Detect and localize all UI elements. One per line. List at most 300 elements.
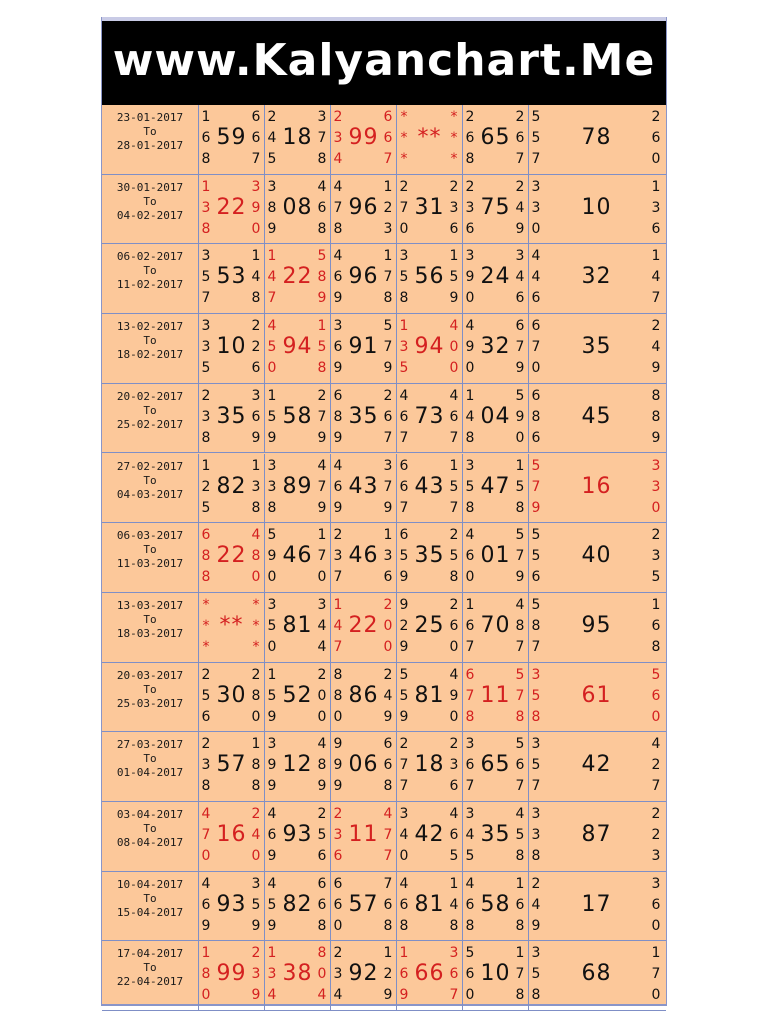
jodi-number: 57	[216, 752, 247, 778]
week-row	[102, 872, 666, 942]
day-result-cell	[199, 175, 265, 244]
open-pana: 5 9 0	[267, 527, 277, 586]
date-range-cell	[102, 593, 199, 662]
date-sep: To	[143, 334, 157, 348]
jodi-number: 81	[282, 612, 313, 638]
date-to: 28-01-2017	[116, 139, 184, 152]
jodi-number: 65	[480, 125, 511, 150]
day-result-cell	[463, 732, 529, 801]
jodi-number: 68	[581, 961, 612, 987]
day-result-cell	[265, 872, 331, 941]
date-range-cell	[102, 384, 199, 453]
day-result-cell	[199, 593, 265, 662]
date-to: 22-04-2017	[116, 975, 184, 989]
close-pana: 1 7 0	[651, 945, 661, 1004]
day-result-cell	[265, 663, 331, 732]
close-pana: 3 7 9	[383, 457, 393, 516]
open-pana: 4 6 0	[465, 527, 475, 586]
open-pana: 2 7 0	[399, 178, 409, 237]
close-pana: 4 7 9	[317, 457, 327, 516]
date-range-cell	[102, 802, 199, 871]
day-result-cell	[463, 105, 529, 174]
open-pana: 6 8 8	[201, 527, 211, 586]
jodi-number: 22	[216, 543, 247, 569]
week-row	[102, 105, 666, 175]
day-result-cell	[331, 663, 397, 732]
open-pana: 3 4 0	[399, 806, 409, 864]
close-pana: 8 8 9	[651, 387, 661, 446]
day-result-cell	[463, 941, 529, 1010]
day-result-cell	[199, 454, 265, 523]
close-pana: 2 5 6	[317, 806, 327, 864]
date-from: 23-01-2017	[116, 111, 184, 124]
close-pana: 3 6 9	[251, 387, 261, 446]
jodi-number: 06	[348, 752, 379, 778]
open-pana: 3 5 7	[201, 248, 211, 307]
date-range-cell	[102, 105, 199, 174]
close-pana: * * *	[252, 596, 260, 655]
open-pana: 6 8 6	[531, 387, 541, 446]
open-pana: 9 9 9	[333, 736, 343, 795]
jodi-number: 43	[348, 473, 379, 499]
close-pana: 2 3 5	[651, 527, 661, 586]
jodi-number: 35	[414, 543, 445, 569]
open-pana: 1 4 7	[267, 248, 277, 307]
day-result-cell	[265, 175, 331, 244]
date-to: 18-03-2017	[116, 626, 184, 640]
jodi-number: 42	[414, 822, 445, 847]
day-result-cell	[529, 244, 664, 313]
day-result-cell	[265, 802, 331, 871]
open-pana: 3 3 0	[531, 178, 541, 237]
jodi-number: 99	[348, 125, 379, 150]
day-result-cell	[199, 872, 265, 941]
date-sep: To	[143, 612, 157, 626]
open-pana: 6 7 0	[531, 318, 541, 377]
date-from: 06-02-2017	[116, 250, 184, 264]
day-result-cell	[397, 105, 463, 174]
open-pana: 4 6 9	[267, 806, 277, 864]
open-pana: 2 3 4	[333, 109, 343, 167]
day-result-cell	[529, 384, 664, 453]
jodi-number: 38	[282, 961, 313, 987]
jodi-number: 22	[348, 612, 379, 638]
jodi-number: 45	[581, 403, 612, 429]
close-pana: 3 4 6	[515, 248, 525, 307]
week-row	[102, 593, 666, 663]
close-pana: 6 6 7	[383, 109, 393, 167]
week-row	[102, 175, 666, 245]
open-pana: 3 6 9	[333, 318, 343, 377]
date-sep: To	[143, 125, 157, 138]
open-pana: 4 7 8	[333, 178, 343, 237]
day-result-cell	[397, 941, 463, 1010]
day-result-cell	[331, 941, 397, 1010]
day-result-cell	[265, 454, 331, 523]
jodi-number: 11	[348, 822, 379, 847]
date-from: 20-02-2017	[116, 389, 184, 403]
day-result-cell	[199, 802, 265, 871]
day-result-cell	[463, 523, 529, 592]
date-range-cell	[102, 175, 199, 244]
close-pana: 3 9 0	[251, 178, 261, 237]
close-pana: 1 5 7	[449, 457, 459, 516]
open-pana: 5 6 0	[465, 945, 475, 1004]
open-pana: 2 3 7	[333, 527, 343, 586]
jodi-number: 66	[414, 961, 445, 987]
jodi-number: 30	[216, 682, 247, 708]
jodi-number: 58	[282, 403, 313, 429]
date-to: 11-02-2017	[116, 278, 184, 292]
day-result-cell	[331, 244, 397, 313]
day-result-cell	[265, 244, 331, 313]
jodi-number: 47	[480, 473, 511, 499]
open-pana: 4 6 7	[399, 387, 409, 446]
date-to: 15-04-2017	[116, 905, 184, 919]
week-row	[102, 663, 666, 733]
jodi-number: 52	[282, 682, 313, 708]
open-pana: 1 3 5	[399, 318, 409, 377]
day-result-cell	[265, 384, 331, 453]
close-pana: 2 6 7	[515, 109, 525, 167]
date-from: 10-04-2017	[116, 877, 184, 891]
week-row	[102, 244, 666, 314]
date-to: 08-04-2017	[116, 836, 184, 849]
day-result-cell	[265, 523, 331, 592]
day-result-cell	[529, 454, 664, 523]
jodi-number: 95	[581, 612, 612, 638]
close-pana: 1 4 8	[251, 248, 261, 307]
day-result-cell	[199, 732, 265, 801]
open-pana: 4 5 9	[267, 875, 277, 934]
jodi-number: 75	[480, 194, 511, 220]
open-pana: 1 6 7	[465, 596, 475, 655]
open-pana: 5 7 9	[531, 457, 541, 516]
close-pana: 1 5 8	[317, 318, 327, 377]
jodi-number: **	[219, 612, 244, 638]
close-pana: * * *	[450, 109, 458, 167]
jodi-number: 93	[282, 822, 313, 847]
day-result-cell	[463, 454, 529, 523]
day-result-cell	[331, 732, 397, 801]
date-sep: To	[143, 403, 157, 417]
date-range-cell	[102, 663, 199, 732]
jodi-number: 11	[480, 682, 511, 708]
close-pana: 1 7 8	[515, 945, 525, 1004]
jodi-number: 12	[282, 752, 313, 778]
day-result-cell	[463, 593, 529, 662]
jodi-number: 99	[216, 961, 247, 987]
date-range-cell	[102, 314, 199, 383]
open-pana: 3 9 9	[267, 736, 277, 795]
close-pana: 5 7 9	[383, 318, 393, 377]
week-row	[102, 732, 666, 802]
date-range-cell	[102, 732, 199, 801]
open-pana: 6 7 8	[465, 666, 475, 725]
day-result-cell	[199, 384, 265, 453]
open-pana: 2 3 8	[201, 736, 211, 795]
jodi-number: 94	[414, 334, 445, 360]
open-pana: 2 3 6	[465, 178, 475, 237]
open-pana: 2 3 4	[333, 945, 343, 1004]
open-pana: 4 6 9	[333, 248, 343, 307]
open-pana: 2 5 6	[201, 666, 211, 725]
jodi-number: 16	[581, 473, 612, 499]
jodi-number: 82	[216, 473, 247, 499]
open-pana: 1 3 8	[201, 178, 211, 237]
date-range-cell	[102, 244, 199, 313]
open-pana: 2 4 5	[267, 109, 277, 167]
close-pana: 2 4 9	[515, 178, 525, 237]
open-pana: 9 2 9	[399, 596, 409, 655]
day-result-cell	[199, 105, 265, 174]
close-pana: 1 7 8	[383, 248, 393, 307]
day-result-cell	[397, 663, 463, 732]
close-pana: 1 6 8	[651, 596, 661, 655]
open-pana: 2 3 8	[201, 387, 211, 446]
close-pana: 6 6 8	[317, 875, 327, 934]
jodi-number: 01	[480, 543, 511, 569]
date-from: 06-03-2017	[116, 529, 184, 543]
date-to: 04-03-2017	[116, 487, 184, 501]
close-pana: 4 8 0	[251, 527, 261, 586]
jodi-number: 40	[581, 543, 612, 569]
open-pana: 1 6 9	[399, 945, 409, 1004]
day-result-cell	[529, 175, 664, 244]
jodi-number: 65	[480, 752, 511, 778]
open-pana: 3 5 8	[399, 248, 409, 307]
close-pana: 2 2 3	[651, 806, 661, 864]
open-pana: 3 3 8	[267, 457, 277, 516]
date-sep: To	[143, 891, 157, 905]
day-result-cell	[463, 384, 529, 453]
day-result-cell	[397, 872, 463, 941]
jodi-number: 86	[348, 682, 379, 708]
open-pana: 4 6 8	[465, 875, 475, 934]
close-pana: 4 0 0	[449, 318, 459, 377]
jodi-number: 10	[480, 961, 511, 987]
date-sep: To	[143, 543, 157, 557]
date-to: 18-02-2017	[116, 348, 184, 362]
close-pana: 3 4 4	[317, 596, 327, 655]
day-result-cell	[331, 105, 397, 174]
open-pana: 6 5 9	[399, 527, 409, 586]
date-to: 04-02-2017	[116, 208, 184, 222]
open-pana: 2 6 8	[465, 109, 475, 167]
jodi-number: 46	[282, 543, 313, 569]
jodi-number: 53	[216, 264, 247, 290]
open-pana: 2 4 9	[531, 875, 541, 934]
open-pana: 3 5 8	[531, 666, 541, 725]
close-pana: 3 7 8	[317, 109, 327, 167]
jodi-number: 94	[282, 334, 313, 360]
day-result-cell	[199, 941, 265, 1010]
day-result-cell	[199, 663, 265, 732]
open-pana: 5 5 7	[531, 109, 541, 167]
day-result-cell	[463, 175, 529, 244]
jodi-number: 81	[414, 891, 445, 917]
day-result-cell	[397, 523, 463, 592]
close-pana: 4 2 7	[651, 736, 661, 795]
week-row	[102, 384, 666, 454]
day-result-cell	[265, 593, 331, 662]
open-pana: 3 3 8	[531, 806, 541, 864]
close-pana: 2 6 7	[383, 387, 393, 446]
jodi-number: 92	[348, 961, 379, 987]
date-to: 01-04-2017	[116, 766, 184, 780]
jodi-number: 18	[282, 125, 313, 150]
date-from: 27-02-2017	[116, 459, 184, 473]
day-result-cell	[397, 802, 463, 871]
jodi-number: 35	[480, 822, 511, 847]
open-pana: 5 5 6	[531, 527, 541, 586]
open-pana: 3 5 8	[531, 945, 541, 1004]
close-pana: 4 9 0	[449, 666, 459, 725]
close-pana: 2 6 0	[449, 596, 459, 655]
jodi-number: 22	[216, 194, 247, 220]
open-pana: 2 7 7	[399, 736, 409, 795]
jodi-number: 04	[480, 403, 511, 429]
date-sep: To	[143, 752, 157, 766]
date-range-cell	[102, 454, 199, 523]
close-pana: 2 6 0	[651, 109, 661, 167]
jodi-number: 10	[216, 334, 247, 360]
jodi-number: 22	[282, 264, 313, 290]
close-pana: 1 3 6	[383, 527, 393, 586]
day-result-cell	[199, 244, 265, 313]
site-banner	[102, 17, 666, 105]
close-pana: 2 8 0	[251, 666, 261, 725]
open-pana: 5 5 9	[399, 666, 409, 725]
day-result-cell	[331, 384, 397, 453]
open-pana: 3 8 9	[267, 178, 277, 237]
day-result-cell	[199, 314, 265, 383]
day-result-cell	[397, 314, 463, 383]
day-result-cell	[397, 244, 463, 313]
day-result-cell	[529, 105, 664, 174]
open-pana: 3 4 5	[465, 806, 475, 864]
open-pana: 1 3 4	[267, 945, 277, 1004]
close-pana: 1 7 0	[317, 527, 327, 586]
close-pana: 6 6 7	[251, 109, 261, 167]
jodi-number: 56	[414, 264, 445, 290]
close-pana: 6 6 8	[383, 736, 393, 795]
open-pana: * * *	[202, 596, 210, 655]
day-result-cell	[529, 872, 664, 941]
jodi-number: 35	[348, 403, 379, 429]
close-pana: 1 5 8	[515, 457, 525, 516]
close-pana: 5 7 9	[515, 527, 525, 586]
open-pana: 4 6 8	[399, 875, 409, 934]
date-range-cell	[102, 523, 199, 592]
week-row	[102, 454, 666, 524]
open-pana: 1 6 8	[201, 109, 211, 167]
day-result-cell	[265, 105, 331, 174]
close-pana: 7 6 8	[383, 875, 393, 934]
jodi-number: 96	[348, 194, 379, 220]
date-sep: To	[143, 682, 157, 696]
day-result-cell	[463, 663, 529, 732]
open-pana: 3 5 8	[465, 457, 475, 516]
close-pana: 5 7 8	[515, 666, 525, 725]
jodi-number: **	[417, 125, 442, 150]
jodi-number: 57	[348, 891, 379, 917]
close-pana: 6 7 9	[515, 318, 525, 377]
jodi-number: 96	[348, 264, 379, 290]
open-pana: 1 2 5	[201, 457, 211, 516]
open-pana: * * *	[400, 109, 408, 167]
open-pana: 1 5 9	[267, 387, 277, 446]
jodi-number: 82	[282, 891, 313, 917]
close-pana: 3 5 9	[251, 875, 261, 934]
jodi-number: 16	[216, 822, 247, 847]
close-pana: 1 2 9	[383, 945, 393, 1004]
date-range-cell	[102, 941, 199, 1010]
close-pana: 1 5 9	[449, 248, 459, 307]
day-result-cell	[397, 175, 463, 244]
week-row	[102, 314, 666, 384]
day-result-cell	[331, 802, 397, 871]
day-result-cell	[397, 593, 463, 662]
close-pana: 5 9 0	[515, 387, 525, 446]
open-pana: 4 5 0	[267, 318, 277, 377]
date-sep: To	[143, 264, 157, 278]
day-result-cell	[265, 941, 331, 1010]
close-pana: 3 3 0	[651, 457, 661, 516]
day-result-cell	[331, 454, 397, 523]
week-row	[102, 802, 666, 872]
open-pana: 6 6 0	[333, 875, 343, 934]
jodi-number: 58	[480, 891, 511, 917]
jodi-number: 32	[581, 264, 612, 290]
close-pana: 5 6 0	[651, 666, 661, 725]
site-banner-text: www.Kalyanchart.Me	[112, 35, 656, 86]
open-pana: 5 8 7	[531, 596, 541, 655]
close-pana: 4 6 8	[317, 178, 327, 237]
close-pana: 1 6 8	[515, 875, 525, 934]
open-pana: 8 8 0	[333, 666, 343, 725]
jodi-number: 42	[581, 752, 612, 778]
jodi-number: 18	[414, 752, 445, 778]
date-to: 25-02-2017	[116, 417, 184, 431]
open-pana: 4 6 9	[333, 457, 343, 516]
day-result-cell	[397, 454, 463, 523]
close-pana: 1 3 8	[251, 457, 261, 516]
close-pana: 1 4 7	[651, 248, 661, 307]
day-result-cell	[529, 802, 664, 871]
jodi-number: 61	[581, 682, 612, 708]
open-pana: 1 4 8	[465, 387, 475, 446]
close-pana: 2 3 6	[449, 178, 459, 237]
jodi-number: 73	[414, 403, 445, 429]
date-from: 17-04-2017	[116, 947, 184, 961]
close-pana: 2 0 0	[383, 596, 393, 655]
close-pana: 2 7 9	[317, 387, 327, 446]
day-result-cell	[463, 244, 529, 313]
day-result-cell	[529, 593, 664, 662]
day-result-cell	[529, 523, 664, 592]
day-result-cell	[529, 941, 664, 1010]
jodi-number: 46	[348, 543, 379, 569]
open-pana: 4 7 0	[201, 806, 211, 864]
day-result-cell	[463, 872, 529, 941]
close-pana: 2 0 0	[317, 666, 327, 725]
close-pana: 4 5 8	[515, 806, 525, 864]
day-result-cell	[199, 523, 265, 592]
day-result-cell	[463, 802, 529, 871]
close-pana: 2 2 6	[251, 318, 261, 377]
close-pana: 4 6 7	[449, 387, 459, 446]
